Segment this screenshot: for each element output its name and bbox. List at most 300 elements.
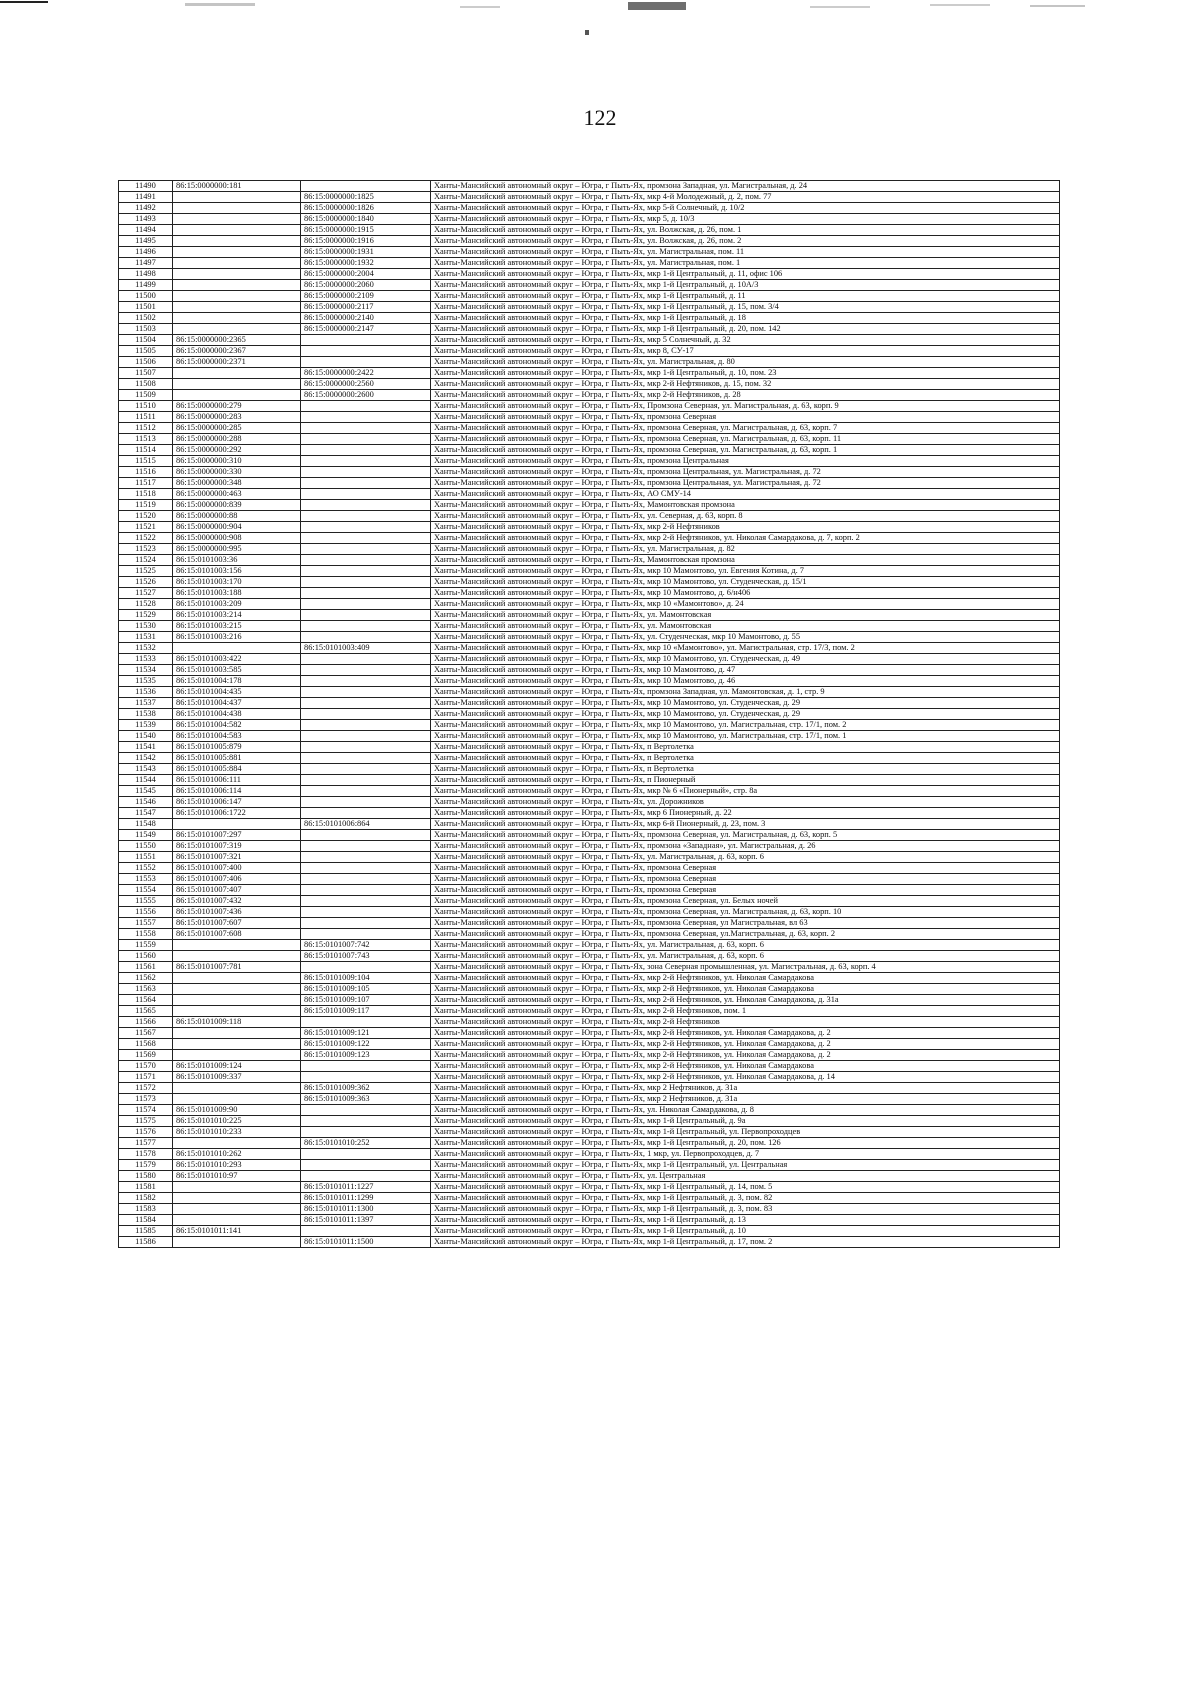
address-cell: Ханты-Мансийский автономный округ – Югра, г Пыть-Ях, ул. Николая Самардакова, д. 8 <box>431 1105 1060 1116</box>
address-cell: Ханты-Мансийский автономный округ – Югра, г Пыть-Ях, мкр 2-й Нефтяников, ул. Николая Самардакова, д. 14 <box>431 1072 1060 1083</box>
address-cell: Ханты-Мансийский автономный округ – Югра, г Пыть-Ях, мкр 10 Мамонтово, д. 6/н406 <box>431 588 1060 599</box>
cadastral-number-alt-cell: 86:15:0000000:1916 <box>301 236 431 247</box>
address-cell: Ханты-Мансийский автономный округ – Югра, г Пыть-Ях, зона Северная промышленная, ул. Магистральная, д. 63, корп. 4 <box>431 962 1060 973</box>
record-number-cell: 11555 <box>119 896 173 907</box>
address-cell: Ханты-Мансийский автономный округ – Югра, г Пыть-Ях, мкр 10 «Мамонтово», ул. Магистральная, стр. 17/3, пом. 2 <box>431 643 1060 654</box>
cadastral-number-alt-cell: 86:15:0000000:2140 <box>301 313 431 324</box>
table-row <box>119 764 1060 775</box>
cadastral-number-alt-cell: 86:15:0101009:363 <box>301 1094 431 1105</box>
cadastral-number-alt-cell: 86:15:0101007:742 <box>301 940 431 951</box>
record-number-cell: 11550 <box>119 841 173 852</box>
address-cell: Ханты-Мансийский автономный округ – Югра, г Пыть-Ях, мкр 1-й Центральный, д. 18 <box>431 313 1060 324</box>
table-row <box>119 720 1060 731</box>
record-number-cell: 11512 <box>119 423 173 434</box>
scan-noise-top <box>0 0 1200 40</box>
address-cell: Ханты-Мансийский автономный округ – Югра, г Пыть-Ях, АО СМУ-14 <box>431 489 1060 500</box>
table-row <box>119 951 1060 962</box>
table-row <box>119 1204 1060 1215</box>
cadastral-number-alt-cell <box>301 1061 431 1072</box>
table-row <box>119 192 1060 203</box>
record-number-cell: 11536 <box>119 687 173 698</box>
table-row <box>119 830 1060 841</box>
record-number-cell: 11499 <box>119 280 173 291</box>
address-cell: Ханты-Мансийский автономный округ – Югра, г Пыть-Ях, мкр 1-й Центральный, д. 11, офис 106 <box>431 269 1060 280</box>
record-number-cell: 11491 <box>119 192 173 203</box>
address-cell: Ханты-Мансийский автономный округ – Югра, г Пыть-Ях, Промзона Северная, ул. Магистральная, д. 63, корп. 9 <box>431 401 1060 412</box>
cadastral-number-cell <box>173 236 301 247</box>
table-row <box>119 786 1060 797</box>
table-row <box>119 423 1060 434</box>
address-cell: Ханты-Мансийский автономный округ – Югра, г Пыть-Ях, мкр 2-й Нефтяников, ул. Николая Самардакова, д. 2 <box>431 1028 1060 1039</box>
record-number-cell: 11579 <box>119 1160 173 1171</box>
address-cell: Ханты-Мансийский автономный округ – Югра, г Пыть-Ях, промзона Центральная, ул. Магистральная, д. 72 <box>431 467 1060 478</box>
record-number-cell: 11519 <box>119 500 173 511</box>
cadastral-number-alt-cell <box>301 533 431 544</box>
table-row <box>119 698 1060 709</box>
cadastral-number-cell: 86:15:0101005:884 <box>173 764 301 775</box>
cadastral-number-alt-cell: 86:15:0101009:121 <box>301 1028 431 1039</box>
record-number-cell: 11552 <box>119 863 173 874</box>
table-row <box>119 1226 1060 1237</box>
table-row <box>119 258 1060 269</box>
record-number-cell: 11511 <box>119 412 173 423</box>
cadastral-number-alt-cell <box>301 1160 431 1171</box>
cadastral-number-alt-cell <box>301 1017 431 1028</box>
table-row <box>119 731 1060 742</box>
table-row <box>119 1182 1060 1193</box>
address-cell: Ханты-Мансийский автономный округ – Югра, г Пыть-Ях, промзона Северная, ул. Белых ночей <box>431 896 1060 907</box>
table-row <box>119 368 1060 379</box>
record-number-cell: 11584 <box>119 1215 173 1226</box>
record-number-cell: 11586 <box>119 1237 173 1248</box>
cadastral-number-alt-cell: 86:15:0101009:105 <box>301 984 431 995</box>
cadastral-number-alt-cell <box>301 346 431 357</box>
cadastral-number-alt-cell <box>301 610 431 621</box>
address-cell: Ханты-Мансийский автономный округ – Югра, г Пыть-Ях, мкр 2-й Нефтяников, ул. Николая Самардакова <box>431 984 1060 995</box>
cadastral-number-alt-cell <box>301 1171 431 1182</box>
cadastral-number-alt-cell: 86:15:0101011:1500 <box>301 1237 431 1248</box>
table-row <box>119 753 1060 764</box>
address-cell: Ханты-Мансийский автономный округ – Югра, г Пыть-Ях, промзона «Западная», ул. Магистральная, д. 26 <box>431 841 1060 852</box>
table-row <box>119 841 1060 852</box>
table-row <box>119 456 1060 467</box>
cadastral-number-cell: 86:15:0101007:400 <box>173 863 301 874</box>
address-cell: Ханты-Мансийский автономный округ – Югра, г Пыть-Ях, Мамонтовская промзона <box>431 555 1060 566</box>
cadastral-number-alt-cell <box>301 929 431 940</box>
address-cell: Ханты-Мансийский автономный округ – Югра, г Пыть-Ях, мкр 2-й Нефтяников, ул. Николая Самардакова, д. 31а <box>431 995 1060 1006</box>
address-cell: Ханты-Мансийский автономный округ – Югра, г Пыть-Ях, мкр 2-й Нефтяников <box>431 1017 1060 1028</box>
cadastral-number-alt-cell: 86:15:0000000:1931 <box>301 247 431 258</box>
table-row <box>119 654 1060 665</box>
record-number-cell: 11495 <box>119 236 173 247</box>
address-cell: Ханты-Мансийский автономный округ – Югра, г Пыть-Ях, ул. Магистральная, д. 80 <box>431 357 1060 368</box>
record-number-cell: 11567 <box>119 1028 173 1039</box>
record-number-cell: 11543 <box>119 764 173 775</box>
cadastral-number-cell: 86:15:0101007:432 <box>173 896 301 907</box>
table-row <box>119 863 1060 874</box>
record-number-cell: 11513 <box>119 434 173 445</box>
cadastral-number-cell <box>173 302 301 313</box>
table-row <box>119 1039 1060 1050</box>
address-cell: Ханты-Мансийский автономный округ – Югра, г Пыть-Ях, ул. Магистральная, д. 82 <box>431 544 1060 555</box>
record-number-cell: 11565 <box>119 1006 173 1017</box>
record-number-cell: 11568 <box>119 1039 173 1050</box>
table-row <box>119 302 1060 313</box>
table-row <box>119 885 1060 896</box>
cadastral-number-cell: 86:15:0101003:214 <box>173 610 301 621</box>
cadastral-number-cell: 86:15:0101007:297 <box>173 830 301 841</box>
address-cell: Ханты-Мансийский автономный округ – Югра, г Пыть-Ях, мкр 1-й Центральный, д. 17, пом. 2 <box>431 1237 1060 1248</box>
record-number-cell: 11504 <box>119 335 173 346</box>
cadastral-number-alt-cell: 86:15:0101011:1300 <box>301 1204 431 1215</box>
address-cell: Ханты-Мансийский автономный округ – Югра, г Пыть-Ях, промзона Северная <box>431 885 1060 896</box>
cadastral-number-cell: 86:15:0101011:141 <box>173 1226 301 1237</box>
address-cell: Ханты-Мансийский автономный округ – Югра, г Пыть-Ях, ул. Магистральная, д. 63, корп. 6 <box>431 951 1060 962</box>
cadastral-number-cell: 86:15:0000000:310 <box>173 456 301 467</box>
table-row <box>119 896 1060 907</box>
cadastral-number-cell: 86:15:0000000:285 <box>173 423 301 434</box>
address-cell: Ханты-Мансийский автономный округ – Югра, г Пыть-Ях, мкр 2 Нефтяников, д. 31а <box>431 1094 1060 1105</box>
address-cell: Ханты-Мансийский автономный округ – Югра, г Пыть-Ях, мкр 5, д. 10/3 <box>431 214 1060 225</box>
cadastral-number-cell <box>173 951 301 962</box>
cadastral-number-alt-cell: 86:15:0101010:252 <box>301 1138 431 1149</box>
address-cell: Ханты-Мансийский автономный округ – Югра, г Пыть-Ях, мкр 2-й Нефтяников, ул. Николая Самардакова <box>431 1061 1060 1072</box>
address-cell: Ханты-Мансийский автономный округ – Югра, г Пыть-Ях, мкр 10 Мамонтово, д. 47 <box>431 665 1060 676</box>
cadastral-number-cell <box>173 940 301 951</box>
cadastral-number-cell: 86:15:0101004:438 <box>173 709 301 720</box>
cadastral-number-alt-cell <box>301 566 431 577</box>
table-row <box>119 1094 1060 1105</box>
cadastral-number-cell <box>173 313 301 324</box>
table-row <box>119 346 1060 357</box>
address-cell: Ханты-Мансийский автономный округ – Югра, г Пыть-Ях, мкр 2-й Нефтяников, д. 15, пом. 32 <box>431 379 1060 390</box>
cadastral-number-cell <box>173 247 301 258</box>
address-cell: Ханты-Мансийский автономный округ – Югра, г Пыть-Ях, мкр 10 «Мамонтово», д. 24 <box>431 599 1060 610</box>
cadastral-number-cell: 86:15:0101003:585 <box>173 665 301 676</box>
record-number-cell: 11521 <box>119 522 173 533</box>
address-cell: Ханты-Мансийский автономный округ – Югра, г Пыть-Ях, мкр 1-й Центральный, д. 9а <box>431 1116 1060 1127</box>
record-number-cell: 11534 <box>119 665 173 676</box>
cadastral-number-cell <box>173 269 301 280</box>
table-row <box>119 1072 1060 1083</box>
cadastral-number-cell: 86:15:0101003:209 <box>173 599 301 610</box>
cadastral-number-alt-cell <box>301 1149 431 1160</box>
address-cell: Ханты-Мансийский автономный округ – Югра, г Пыть-Ях, ул. Волжская, д. 26, пом. 2 <box>431 236 1060 247</box>
address-cell: Ханты-Мансийский автономный округ – Югра, г Пыть-Ях, ул. Магистральная, д. 63, корп. 6 <box>431 940 1060 951</box>
address-cell: Ханты-Мансийский автономный округ – Югра, г Пыть-Ях, промзона Северная, ул. Магистральная, д. 63, корп. 7 <box>431 423 1060 434</box>
record-number-cell: 11506 <box>119 357 173 368</box>
address-cell: Ханты-Мансийский автономный округ – Югра, г Пыть-Ях, мкр 2-й Нефтяников, ул. Николая Самардакова, д. 2 <box>431 1039 1060 1050</box>
cadastral-number-cell <box>173 1094 301 1105</box>
cadastral-number-alt-cell: 86:15:0101009:362 <box>301 1083 431 1094</box>
record-number-cell: 11542 <box>119 753 173 764</box>
cadastral-number-cell <box>173 368 301 379</box>
address-cell: Ханты-Мансийский автономный округ – Югра, г Пыть-Ях, Мамонтовская промзона <box>431 500 1060 511</box>
cadastral-number-alt-cell <box>301 797 431 808</box>
table-row <box>119 434 1060 445</box>
table-row <box>119 742 1060 753</box>
address-cell: Ханты-Мансийский автономный округ – Югра, г Пыть-Ях, мкр 10 Мамонтово, ул. Евгения Котина, д. 7 <box>431 566 1060 577</box>
cadastral-number-cell: 86:15:0101004:437 <box>173 698 301 709</box>
address-cell: Ханты-Мансийский автономный округ – Югра, г Пыть-Ях, промзона Северная <box>431 863 1060 874</box>
cadastral-number-cell <box>173 379 301 390</box>
record-number-cell: 11577 <box>119 1138 173 1149</box>
record-number-cell: 11538 <box>119 709 173 720</box>
cadastral-number-alt-cell: 86:15:0000000:2147 <box>301 324 431 335</box>
address-cell: Ханты-Мансийский автономный округ – Югра, г Пыть-Ях, промзона Северная, ул Магистральная, вл 63 <box>431 918 1060 929</box>
table-row <box>119 335 1060 346</box>
cadastral-number-cell: 86:15:0101007:608 <box>173 929 301 940</box>
table-row <box>119 632 1060 643</box>
table-row <box>119 643 1060 654</box>
table-row <box>119 1127 1060 1138</box>
cadastral-number-alt-cell <box>301 852 431 863</box>
cadastral-number-alt-cell <box>301 676 431 687</box>
record-number-cell: 11582 <box>119 1193 173 1204</box>
cadastral-number-cell: 86:15:0000000:2367 <box>173 346 301 357</box>
cadastral-number-alt-cell <box>301 621 431 632</box>
cadastral-number-alt-cell: 86:15:0000000:1840 <box>301 214 431 225</box>
cadastral-number-cell: 86:15:0000000:292 <box>173 445 301 456</box>
record-number-cell: 11575 <box>119 1116 173 1127</box>
cadastral-number-cell: 86:15:0000000:839 <box>173 500 301 511</box>
cadastral-number-cell: 86:15:0101007:436 <box>173 907 301 918</box>
address-cell: Ханты-Мансийский автономный округ – Югра, г Пыть-Ях, промзона Центральная, ул. Магистральная, д. 72 <box>431 478 1060 489</box>
address-cell: Ханты-Мансийский автономный округ – Югра, г Пыть-Ях, мкр 10 Мамонтово, д. 46 <box>431 676 1060 687</box>
record-number-cell: 11492 <box>119 203 173 214</box>
address-cell: Ханты-Мансийский автономный округ – Югра, г Пыть-Ях, мкр 2-й Нефтяников <box>431 522 1060 533</box>
address-cell: Ханты-Мансийский автономный округ – Югра, г Пыть-Ях, ул. Волжская, д. 26, пом. 1 <box>431 225 1060 236</box>
cadastral-number-alt-cell: 86:15:0101009:122 <box>301 1039 431 1050</box>
address-cell: Ханты-Мансийский автономный округ – Югра, г Пыть-Ях, мкр 5-й Солнечный, д. 10/2 <box>431 203 1060 214</box>
cadastral-number-cell <box>173 1039 301 1050</box>
cadastral-number-cell: 86:15:0000000:283 <box>173 412 301 423</box>
address-cell: Ханты-Мансийский автономный округ – Югра, г Пыть-Ях, мкр 10 Мамонтово, ул. Студенческая, д. 29 <box>431 709 1060 720</box>
table-row <box>119 610 1060 621</box>
cadastral-number-alt-cell <box>301 742 431 753</box>
cadastral-number-alt-cell <box>301 522 431 533</box>
cadastral-number-cell: 86:15:0000000:288 <box>173 434 301 445</box>
cadastral-number-cell <box>173 258 301 269</box>
table-row <box>119 819 1060 830</box>
cadastral-number-alt-cell <box>301 544 431 555</box>
cadastral-number-alt-cell <box>301 489 431 500</box>
record-number-cell: 11551 <box>119 852 173 863</box>
record-number-cell: 11554 <box>119 885 173 896</box>
cadastral-number-cell <box>173 225 301 236</box>
cadastral-number-alt-cell <box>301 555 431 566</box>
address-cell: Ханты-Мансийский автономный округ – Югра, г Пыть-Ях, ул. Магистральная, д. 63, корп. 6 <box>431 852 1060 863</box>
cadastral-number-alt-cell <box>301 467 431 478</box>
cadastral-number-alt-cell <box>301 1105 431 1116</box>
cadastral-number-cell: 86:15:0101006:1722 <box>173 808 301 819</box>
cadastral-number-cell <box>173 1138 301 1149</box>
cadastral-number-alt-cell <box>301 731 431 742</box>
address-cell: Ханты-Мансийский автономный округ – Югра, г Пыть-Ях, ул. Мамонтовская <box>431 621 1060 632</box>
cadastral-number-cell: 86:15:0101004:178 <box>173 676 301 687</box>
cadastral-number-cell: 86:15:0101007:781 <box>173 962 301 973</box>
record-number-cell: 11583 <box>119 1204 173 1215</box>
address-cell: Ханты-Мансийский автономный округ – Югра, г Пыть-Ях, мкр 1-й Центральный, д. 3, пом. 83 <box>431 1204 1060 1215</box>
record-number-cell: 11541 <box>119 742 173 753</box>
cadastral-number-cell <box>173 819 301 830</box>
cadastral-number-cell: 86:15:0101006:147 <box>173 797 301 808</box>
table-row <box>119 1160 1060 1171</box>
record-number-cell: 11559 <box>119 940 173 951</box>
cadastral-number-cell: 86:15:0000000:2371 <box>173 357 301 368</box>
cadastral-number-cell: 86:15:0101003:216 <box>173 632 301 643</box>
table-row <box>119 1171 1060 1182</box>
address-cell: Ханты-Мансийский автономный округ – Югра, г Пыть-Ях, промзона Западная, ул. Магистральная, д. 24 <box>431 181 1060 192</box>
table-row <box>119 555 1060 566</box>
table-row <box>119 533 1060 544</box>
cadastral-number-cell: 86:15:0000000:904 <box>173 522 301 533</box>
cadastral-number-alt-cell <box>301 423 431 434</box>
table-row <box>119 1017 1060 1028</box>
cadastral-number-cell <box>173 1083 301 1094</box>
table-row <box>119 808 1060 819</box>
table-row <box>119 621 1060 632</box>
cadastral-number-cell: 86:15:0000000:330 <box>173 467 301 478</box>
record-number-cell: 11497 <box>119 258 173 269</box>
record-number-cell: 11581 <box>119 1182 173 1193</box>
cadastral-number-alt-cell <box>301 764 431 775</box>
address-cell: Ханты-Мансийский автономный округ – Югра, г Пыть-Ях, мкр 10 Мамонтово, ул. Магистральная, стр. 17/1, пом. 2 <box>431 720 1060 731</box>
record-number-cell: 11547 <box>119 808 173 819</box>
table-row <box>119 907 1060 918</box>
record-number-cell: 11553 <box>119 874 173 885</box>
table-row <box>119 1193 1060 1204</box>
cadastral-number-cell: 86:15:0000000:995 <box>173 544 301 555</box>
cadastral-number-alt-cell <box>301 456 431 467</box>
table-row <box>119 1105 1060 1116</box>
cadastral-number-cell: 86:15:0000000:908 <box>173 533 301 544</box>
address-cell: Ханты-Мансийский автономный округ – Югра, г Пыть-Ях, мкр 1-й Центральный, ул. Первопроходцев <box>431 1127 1060 1138</box>
cadastral-number-alt-cell: 86:15:0000000:2600 <box>301 390 431 401</box>
record-number-cell: 11496 <box>119 247 173 258</box>
table-row <box>119 874 1060 885</box>
address-cell: Ханты-Мансийский автономный округ – Югра, г Пыть-Ях, мкр 6-й Пионерный, д. 23, пом. 3 <box>431 819 1060 830</box>
cadastral-number-alt-cell <box>301 654 431 665</box>
cadastral-number-cell: 86:15:0000000:279 <box>173 401 301 412</box>
record-number-cell: 11525 <box>119 566 173 577</box>
cadastral-number-alt-cell <box>301 181 431 192</box>
cadastral-number-cell <box>173 192 301 203</box>
cadastral-number-cell: 86:15:0101004:582 <box>173 720 301 731</box>
record-number-cell: 11523 <box>119 544 173 555</box>
table-row <box>119 1006 1060 1017</box>
cadastral-number-cell: 86:15:0101009:337 <box>173 1072 301 1083</box>
table-row <box>119 709 1060 720</box>
table-row <box>119 665 1060 676</box>
cadastral-number-alt-cell <box>301 808 431 819</box>
record-number-cell: 11539 <box>119 720 173 731</box>
cadastral-number-alt-cell: 86:15:0000000:2004 <box>301 269 431 280</box>
cadastral-number-cell: 86:15:0101010:225 <box>173 1116 301 1127</box>
cadastral-number-alt-cell: 86:15:0000000:2117 <box>301 302 431 313</box>
address-cell: Ханты-Мансийский автономный округ – Югра, г Пыть-Ях, 1 мкр, ул. Первопроходцев, д. 7 <box>431 1149 1060 1160</box>
table-row <box>119 544 1060 555</box>
address-cell: Ханты-Мансийский автономный округ – Югра, г Пыть-Ях, ул. Магистральная, пом. 1 <box>431 258 1060 269</box>
cadastral-number-alt-cell <box>301 665 431 676</box>
table-row <box>119 357 1060 368</box>
record-number-cell: 11561 <box>119 962 173 973</box>
cadastral-number-alt-cell <box>301 1226 431 1237</box>
address-cell: Ханты-Мансийский автономный округ – Югра, г Пыть-Ях, п Пионерный <box>431 775 1060 786</box>
record-number-cell: 11530 <box>119 621 173 632</box>
cadastral-number-alt-cell <box>301 753 431 764</box>
table-row <box>119 973 1060 984</box>
address-cell: Ханты-Мансийский автономный округ – Югра, г Пыть-Ях, ул. Северная, д. 63, корп. 8 <box>431 511 1060 522</box>
record-number-cell: 11520 <box>119 511 173 522</box>
table-row <box>119 489 1060 500</box>
record-number-cell: 11526 <box>119 577 173 588</box>
record-number-cell: 11557 <box>119 918 173 929</box>
address-cell: Ханты-Мансийский автономный округ – Югра, г Пыть-Ях, мкр 1-й Центральный, д. 14, пом. 5 <box>431 1182 1060 1193</box>
cadastral-number-alt-cell: 86:15:0000000:2060 <box>301 280 431 291</box>
record-number-cell: 11574 <box>119 1105 173 1116</box>
record-number-cell: 11548 <box>119 819 173 830</box>
table-row <box>119 588 1060 599</box>
record-number-cell: 11528 <box>119 599 173 610</box>
address-cell: Ханты-Мансийский автономный округ – Югра, г Пыть-Ях, промзона Северная, ул. Магистральная, д. 63, корп. 1 <box>431 445 1060 456</box>
record-number-cell: 11558 <box>119 929 173 940</box>
address-cell: Ханты-Мансийский автономный округ – Югра, г Пыть-Ях, ул. Центральная <box>431 1171 1060 1182</box>
table-row <box>119 412 1060 423</box>
cadastral-number-alt-cell <box>301 357 431 368</box>
table-row <box>119 929 1060 940</box>
record-number-cell: 11544 <box>119 775 173 786</box>
cadastral-number-cell <box>173 1237 301 1248</box>
registry-body <box>119 181 1060 1248</box>
table-row <box>119 478 1060 489</box>
cadastral-number-alt-cell: 86:15:0000000:1932 <box>301 258 431 269</box>
table-row <box>119 313 1060 324</box>
table-row <box>119 1138 1060 1149</box>
address-cell: Ханты-Мансийский автономный округ – Югра, г Пыть-Ях, промзона Северная, ул. Магистральная, д. 63, корп. 10 <box>431 907 1060 918</box>
cadastral-number-cell <box>173 203 301 214</box>
table-row <box>119 390 1060 401</box>
table-row <box>119 1083 1060 1094</box>
cadastral-number-alt-cell <box>301 500 431 511</box>
address-cell: Ханты-Мансийский автономный округ – Югра, г Пыть-Ях, мкр 1-й Центральный, д. 3, пом. 82 <box>431 1193 1060 1204</box>
cadastral-number-cell: 86:15:0101009:90 <box>173 1105 301 1116</box>
cadastral-number-alt-cell <box>301 511 431 522</box>
cadastral-number-cell: 86:15:0000000:2365 <box>173 335 301 346</box>
address-cell: Ханты-Мансийский автономный округ – Югра, г Пыть-Ях, промзона Северная <box>431 874 1060 885</box>
cadastral-number-cell: 86:15:0101009:124 <box>173 1061 301 1072</box>
cadastral-number-cell: 86:15:0101003:188 <box>173 588 301 599</box>
cadastral-number-cell <box>173 324 301 335</box>
record-number-cell: 11585 <box>119 1226 173 1237</box>
cadastral-number-alt-cell: 86:15:0000000:1915 <box>301 225 431 236</box>
table-row <box>119 401 1060 412</box>
record-number-cell: 11493 <box>119 214 173 225</box>
address-cell: Ханты-Мансийский автономный округ – Югра, г Пыть-Ях, мкр 1-й Центральный, д. 11 <box>431 291 1060 302</box>
cadastral-number-cell <box>173 280 301 291</box>
table-row <box>119 269 1060 280</box>
table-row <box>119 1149 1060 1160</box>
record-number-cell: 11540 <box>119 731 173 742</box>
cadastral-number-cell <box>173 291 301 302</box>
address-cell: Ханты-Мансийский автономный округ – Югра, г Пыть-Ях, промзона Западная, ул. Мамонтовская, д. 1, стр. 9 <box>431 687 1060 698</box>
cadastral-number-alt-cell <box>301 335 431 346</box>
address-cell: Ханты-Мансийский автономный округ – Югра, г Пыть-Ях, мкр 2-й Нефтяников, ул. Николая Самардакова <box>431 973 1060 984</box>
record-number-cell: 11578 <box>119 1149 173 1160</box>
table-row <box>119 1116 1060 1127</box>
record-number-cell: 11566 <box>119 1017 173 1028</box>
record-number-cell: 11560 <box>119 951 173 962</box>
